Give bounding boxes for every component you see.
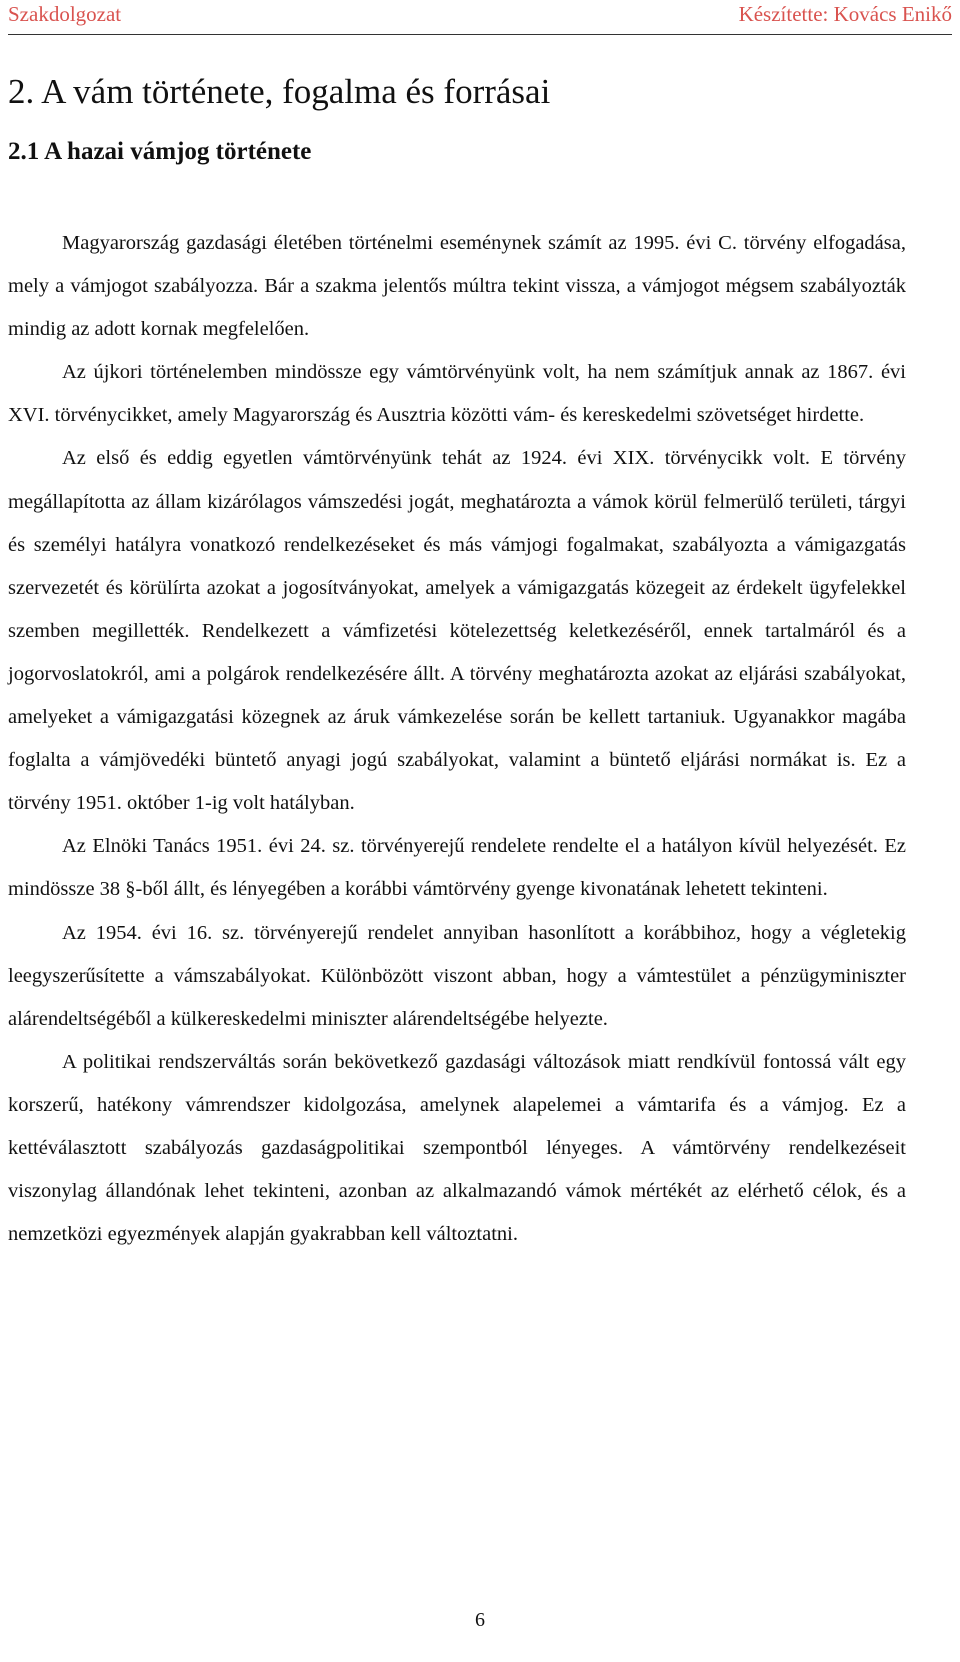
running-header <box>8 2 952 34</box>
header-divider <box>8 34 952 35</box>
paragraph: Az 1954. évi 16. sz. törvényerejű rendelet annyiban hasonlított a korábbihoz, hogy a végletekig leegyszerűsítette a vámszabályokat. Különbözött viszont abban, hogy a vámtestület a pénzügyminiszter alárendeltségéből a külkereskedelmi miniszter alárendeltségébe helyezte. <box>8 921 906 1030</box>
page-number: 6 <box>475 1609 485 1631</box>
paragraph: Az első és eddig egyetlen vámtörvényünk tehát az 1924. évi XIX. törvénycikk volt. E törvény megállapította az állam kizárólagos vámszedési jogát, meghatározta a vámok körül felmerülő területi, tárgyi és személyi hatályra vonatkozó rendelkezéseket és más vámjogi fogalmakat, szabályozta a vámigazgatás szervezetét és körülírta azokat a jogosítványokat, amelyek a vámigazgatás közegeit az érdekelt ügyfelekkel szemben megillették. Rendelkezett a vámfizetési kötelezettség keletkezéséről, ennek tartalmáról és a jogorvoslatokról, ami a polgárok rendelkezésére állt. A törvény meghatározta azokat az eljárási szabályokat, amelyeket a vámigazgatási közegnek az áruk vámkezelése során be kellett tartaniuk. Ugyanakkor magába foglalta a vámjövedéki büntető anyagi jogú szabályokat, valamint a büntető eljárási normákat is. Ez a törvény 1951. október 1-ig volt hatályban. <box>8 447 906 815</box>
paragraph: A politikai rendszerváltás során bekövetkező gazdasági változások miatt rendkívül fontossá vált egy korszerű, hatékony vámrendszer kidolgozása, amelynek alapelemei a vámtarifa és a vámjog. Ez a kettéválasztott szabályozás gazdaságpolitikai szempontból lényeges. A vámtörvény rendelkezéseit viszonylag állandónak lehet tekinteni, azonban az alkalmazandó vámok mértékét az elérhető célok, és a nemzetközi egyezmények alapján gyakrabban kell változtatni. <box>8 1050 906 1246</box>
section-heading: 2.1 A hazai vámjog története <box>8 138 312 165</box>
header-right: Készítette: Kovács Enikő <box>738 2 952 26</box>
chapter-heading: 2. A vám története, fogalma és forrásai <box>8 72 551 111</box>
body-text <box>8 222 906 1256</box>
header-left: Szakdolgozat <box>8 2 122 26</box>
paragraph: Az Elnöki Tanács 1951. évi 24. sz. törvényerejű rendelete rendelte el a hatályon kívül helyezését. Ez mindössze 38 §-ből állt, és lényegében a korábbi vámtörvény gyenge kivonatának lehetett tekinteni. <box>8 835 906 901</box>
paragraph: Magyarország gazdasági életében történelmi eseménynek számít az 1995. évi C. törvény elfogadása, mely a vámjogot szabályozza. Bár a szakma jelentős múltra tekint vissza, a vámjogot mégsem szabályozták mindig az adott kornak megfelelően. <box>8 232 906 341</box>
paragraph: Az újkori történelemben mindössze egy vámtörvényünk volt, ha nem számítjuk annak az 1867. évi XVI. törvénycikket, amely Magyarország és Ausztria közötti vám- és kereskedelmi szövetséget hirdette. <box>8 361 906 427</box>
